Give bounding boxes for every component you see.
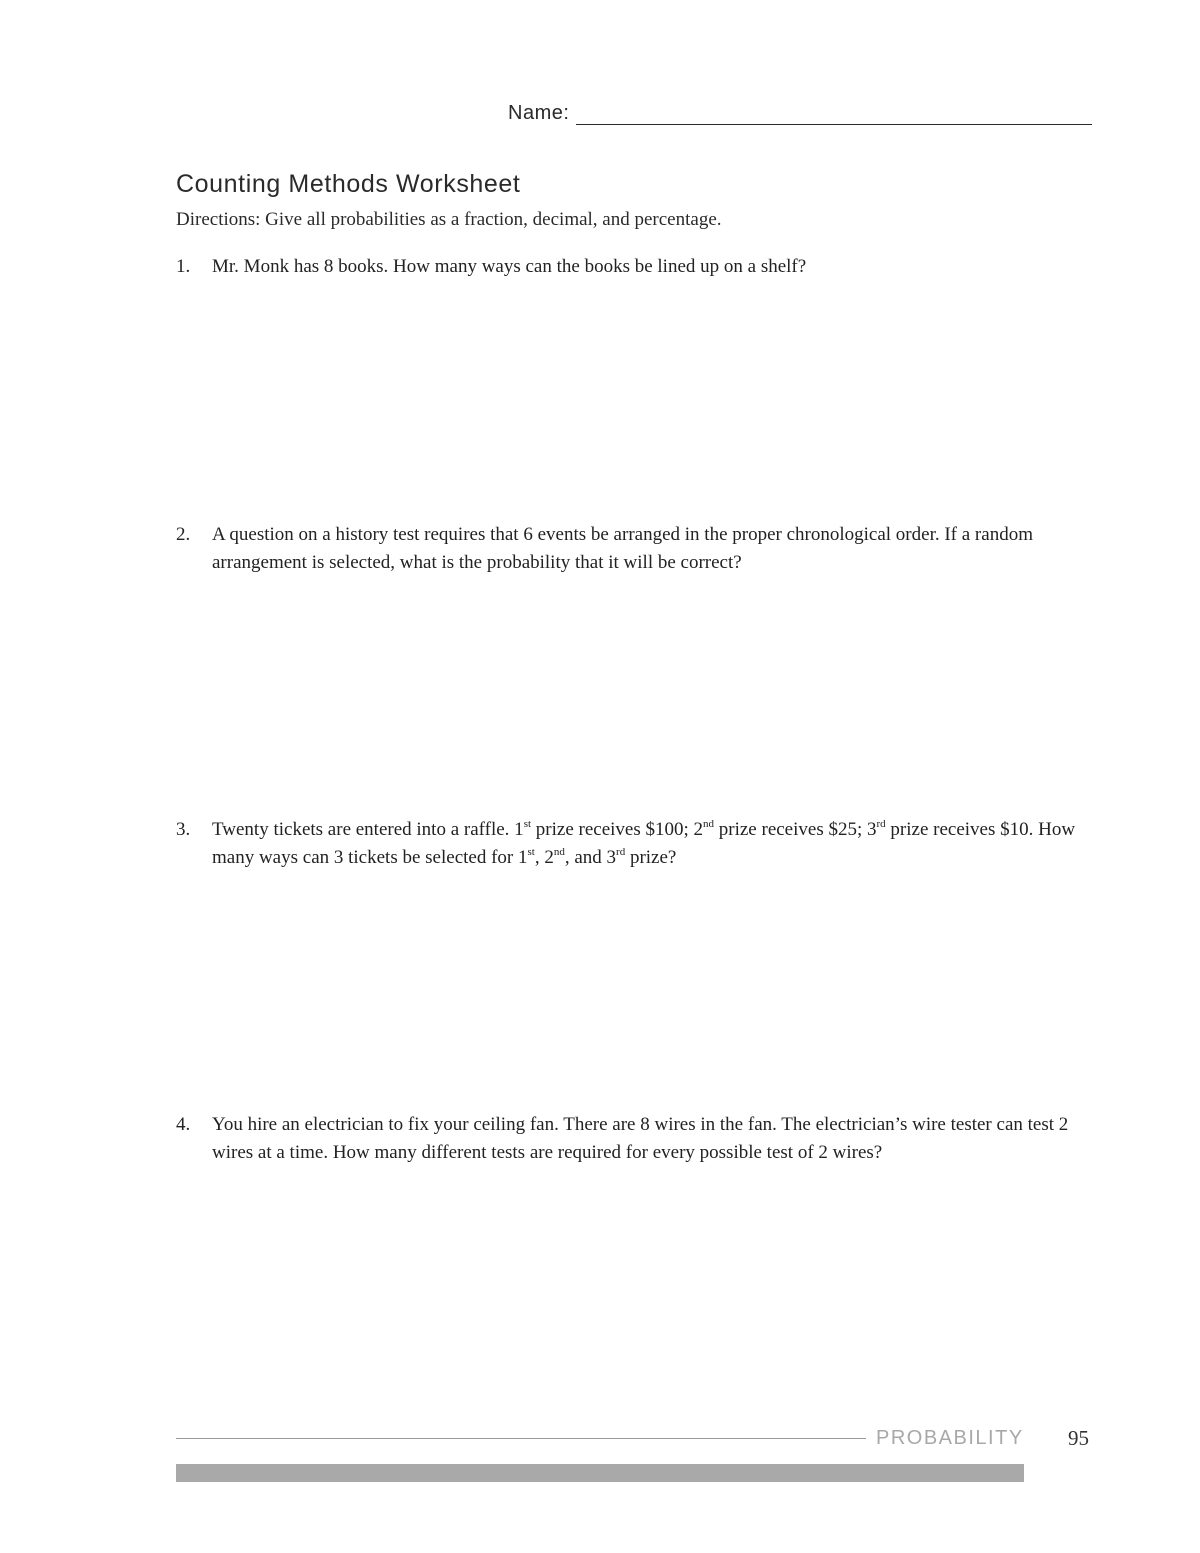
question-3	[176, 816, 1096, 872]
question-4	[176, 1111, 1096, 1167]
question-number: 4.	[176, 1114, 191, 1135]
question-2	[176, 521, 1096, 577]
question-text-part: , and 3	[564, 847, 617, 868]
footer-divider	[176, 1438, 866, 1439]
ordinal-suffix: rd	[876, 817, 886, 830]
question-text-part: prize receives $100; 2	[531, 819, 704, 840]
footer-section-label: PROBABILITY	[876, 1427, 1024, 1449]
ordinal-suffix: st	[523, 817, 532, 830]
ordinal-suffix: nd	[703, 817, 715, 830]
question-1	[176, 253, 1096, 281]
worksheet-directions: Directions: Give all probabilities as a fraction, decimal, and percentage.	[176, 209, 722, 230]
question-text: You hire an electrician to fix your ceiling fan. There are 8 wires in the fan. The electrician’s wire tester can test 2 wires at a time. How many different tests are required for every possible test of 2 wires?	[212, 1114, 1069, 1163]
question-number: 2.	[176, 524, 191, 545]
ordinal-suffix: st	[527, 845, 535, 858]
question-text	[212, 816, 1096, 872]
question-text-part: , 2	[534, 847, 554, 868]
ordinal-suffix: rd	[616, 845, 626, 858]
question-text: Mr. Monk has 8 books. How many ways can the books be lined up on a shelf?	[212, 256, 807, 277]
name-field	[508, 100, 1092, 130]
page-number: 95	[1068, 1426, 1089, 1450]
question-number: 3.	[176, 819, 191, 840]
question-text-part: prize receives $25; 3	[714, 819, 877, 840]
question-text: A question on a history test requires that 6 events be arranged in the proper chronological order. If a random arrangement is selected, what is the probability that it will be correct?	[212, 524, 1033, 573]
name-label: Name:	[508, 102, 570, 124]
question-number: 1.	[176, 256, 191, 277]
worksheet-title: Counting Methods Worksheet	[176, 170, 521, 198]
question-text-part: prize?	[625, 847, 677, 868]
ordinal-suffix: nd	[553, 845, 565, 858]
question-text-part: Twenty tickets are entered into a raffle. 1	[212, 819, 524, 840]
question-text-part: prize receives $10. How many ways can 3 tickets be selected for 1	[212, 819, 1076, 868]
footer-bar	[176, 1464, 1024, 1482]
name-blank-line	[576, 124, 1092, 125]
